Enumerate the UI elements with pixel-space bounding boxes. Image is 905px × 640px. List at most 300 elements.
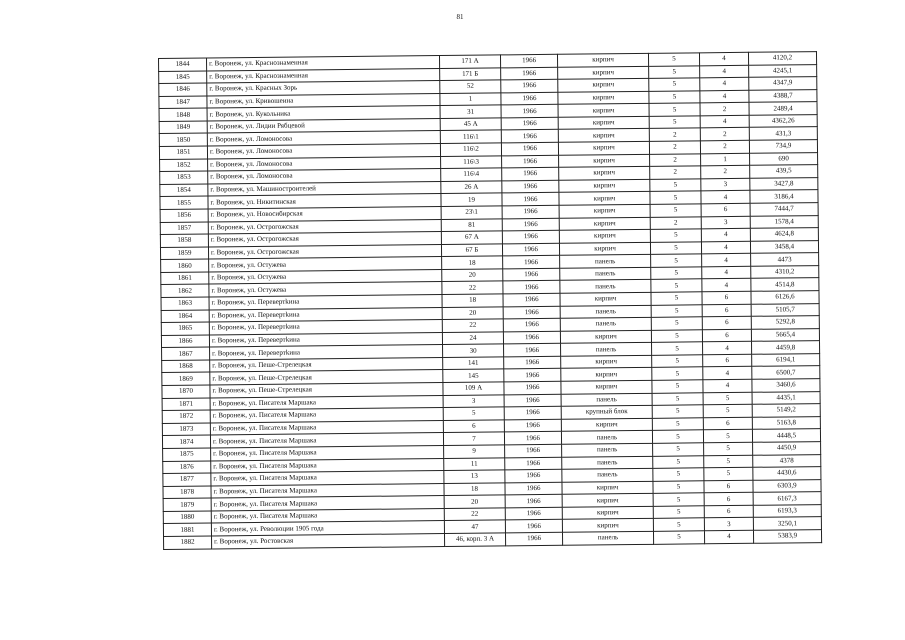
row-number-cell: 1849	[159, 121, 207, 134]
area-cell: 4473	[751, 253, 819, 266]
area-cell: 734,9	[749, 140, 817, 153]
floors-cell: 5	[653, 455, 704, 468]
address-cell: г. Воронеж, ул. Острогожская	[208, 232, 441, 247]
house-number-cell: 7	[443, 432, 504, 445]
entrances-cell: 4	[701, 228, 750, 241]
house-number-cell: 171 А	[439, 55, 500, 68]
year-cell: 1966	[500, 54, 557, 67]
material-cell: кирпич	[561, 418, 652, 432]
material-cell: кирпич	[559, 179, 650, 193]
address-cell: г. Воронеж, ул. Острогожская	[208, 244, 441, 259]
address-cell: г. Воронеж, ул. Писателя Маршака	[211, 458, 444, 473]
material-cell: кирпич	[559, 204, 650, 218]
area-cell: 5383,9	[753, 530, 821, 543]
entrances-cell: 1	[701, 153, 750, 166]
entrances-cell: 5	[704, 442, 753, 455]
entrances-cell: 4	[701, 191, 750, 204]
house-number-cell: 109 А	[443, 382, 504, 395]
page-number: 81	[456, 13, 464, 21]
year-cell: 1966	[503, 293, 560, 306]
year-cell: 1966	[504, 356, 561, 369]
area-cell: 6194,1	[752, 353, 820, 366]
row-number-cell: 1861	[161, 272, 209, 285]
house-number-cell: 20	[442, 269, 503, 282]
material-cell: кирпич	[562, 506, 653, 520]
year-cell: 1966	[504, 419, 561, 432]
house-number-cell: 145	[443, 369, 504, 382]
floors-cell: 5	[652, 355, 703, 368]
year-cell: 1966	[502, 168, 559, 181]
year-cell: 1966	[505, 444, 562, 457]
floors-cell: 5	[649, 103, 700, 116]
row-number-cell: 1865	[161, 322, 209, 335]
year-cell: 1966	[502, 243, 559, 256]
address-cell: г. Воронеж, ул. Красных Зорь	[207, 81, 440, 96]
floors-cell: 2	[650, 153, 701, 166]
house-number-cell: 20	[444, 495, 505, 508]
row-number-cell: 1882	[164, 536, 212, 549]
row-number-cell: 1854	[160, 184, 208, 197]
year-cell: 1966	[501, 130, 558, 143]
entrances-cell: 2	[700, 128, 749, 141]
house-number-cell: 19	[441, 193, 502, 206]
material-cell: кирпич	[560, 330, 651, 344]
material-cell: кирпич	[558, 104, 649, 118]
material-cell: кирпич	[561, 368, 652, 382]
floors-cell: 5	[650, 179, 701, 192]
area-cell: 4378	[753, 454, 821, 467]
row-number-cell: 1855	[160, 196, 208, 209]
area-cell: 5163,8	[752, 416, 820, 429]
area-cell: 4435,1	[752, 391, 820, 404]
table-body	[159, 52, 822, 549]
row-number-cell: 1867	[162, 347, 210, 360]
floors-cell: 5	[651, 292, 702, 305]
address-cell: г. Воронеж, ул. Пеше-Стрелецкая	[210, 370, 443, 385]
address-cell: г. Воронеж, ул. Лидии Рябцевой	[207, 118, 440, 133]
year-cell: 1966	[503, 306, 560, 319]
floors-cell: 5	[652, 418, 703, 431]
year-cell: 1966	[505, 532, 562, 545]
row-number-cell: 1844	[159, 58, 207, 71]
floors-cell: 2	[650, 216, 701, 229]
area-cell: 4120,2	[748, 52, 816, 65]
entrances-cell: 6	[702, 316, 751, 329]
floors-cell: 5	[651, 317, 702, 330]
floors-cell: 5	[651, 279, 702, 292]
material-cell: кирпич	[558, 129, 649, 143]
year-cell: 1966	[501, 142, 558, 155]
area-cell: 5105,7	[751, 303, 819, 316]
area-cell: 3250,1	[753, 517, 821, 530]
address-cell: г. Воронеж, ул. Перевертkина	[209, 307, 442, 322]
material-cell: панель	[561, 343, 652, 357]
year-cell: 1966	[501, 67, 558, 80]
area-cell: 5665,4	[751, 328, 819, 341]
entrances-cell: 6	[704, 493, 753, 506]
floors-cell: 5	[651, 304, 702, 317]
address-cell: г. Воронеж, ул. Революции 1905 года	[211, 521, 444, 536]
entrances-cell: 2	[700, 103, 749, 116]
house-number-cell: 171 Б	[440, 67, 501, 80]
entrances-cell: 3	[701, 178, 750, 191]
area-cell: 4362,26	[749, 114, 817, 127]
address-cell: г. Воронеж, ул. Перевертkина	[209, 295, 442, 310]
material-cell: кирпич	[559, 229, 650, 243]
address-cell: г. Воронеж, ул. Никитинская	[208, 194, 441, 209]
entrances-cell: 4	[702, 279, 751, 292]
floors-cell: 5	[652, 367, 703, 380]
year-cell: 1966	[501, 79, 558, 92]
material-cell: кирпич	[557, 53, 648, 67]
row-number-cell: 1862	[161, 284, 209, 297]
entrances-cell: 4	[702, 254, 751, 267]
address-cell: г. Воронеж, ул. Ростовская	[212, 533, 445, 548]
address-cell: г. Воронеж, ул. Кривошеина	[207, 93, 440, 108]
row-number-cell: 1863	[161, 297, 209, 310]
year-cell: 1966	[502, 180, 559, 193]
entrances-cell: 6	[702, 329, 751, 342]
material-cell: кирпич	[561, 355, 652, 369]
house-number-cell: 11	[444, 457, 505, 470]
address-cell: г. Воронеж, ул. Остужева	[209, 257, 442, 272]
address-cell: г. Воронеж, ул. Кукольника	[207, 106, 440, 121]
house-number-cell: 22	[444, 508, 505, 521]
house-number-cell: 30	[443, 344, 504, 357]
material-cell: кирпич	[562, 519, 653, 533]
entrances-cell: 5	[703, 430, 752, 443]
year-cell: 1966	[505, 520, 562, 533]
house-number-cell: 26 А	[441, 181, 502, 194]
address-cell: г. Воронеж, ул. Остужева	[209, 269, 442, 284]
house-number-cell: 47	[444, 520, 505, 533]
material-cell: кирпич	[560, 292, 651, 306]
entrances-cell: 6	[702, 304, 751, 317]
address-cell: г. Воронеж, ул. Краснознаменная	[207, 56, 440, 71]
house-number-cell: 22	[442, 281, 503, 294]
house-number-cell: 6	[443, 420, 504, 433]
material-cell: кирпич	[558, 66, 649, 80]
area-cell: 3186,4	[750, 190, 818, 203]
year-cell: 1966	[504, 369, 561, 382]
house-number-cell: 45 А	[440, 118, 501, 131]
material-cell: панель	[562, 531, 653, 545]
row-number-cell: 1879	[163, 498, 211, 511]
address-cell: г. Воронеж, ул. Остужева	[209, 282, 442, 297]
entrances-cell: 3	[701, 216, 750, 229]
area-cell: 1578,4	[750, 215, 818, 228]
address-cell: г. Воронеж, ул. Перевертkина	[209, 320, 442, 335]
house-number-cell: 24	[442, 332, 503, 345]
floors-cell: 5	[649, 116, 700, 129]
row-number-cell: 1880	[163, 511, 211, 524]
area-cell: 4450,9	[753, 442, 821, 455]
address-cell: г. Воронеж, ул. Писателя Маршака	[211, 496, 444, 511]
floors-cell: 5	[653, 518, 704, 531]
entrances-cell: 4	[703, 342, 752, 355]
floors-cell: 2	[650, 166, 701, 179]
area-cell: 439,5	[750, 165, 818, 178]
floors-cell: 5	[649, 91, 700, 104]
address-cell: г. Воронеж, ул. Пеше-Стрелецкая	[210, 383, 443, 398]
entrances-cell: 4	[704, 530, 753, 543]
house-number-cell: 67 Б	[441, 244, 502, 257]
area-cell: 6500,7	[752, 366, 820, 379]
row-number-cell: 1859	[160, 247, 208, 260]
floors-cell: 5	[653, 443, 704, 456]
entrances-cell: 4	[701, 241, 750, 254]
address-cell: г. Воронеж, ул. Ломоносова	[207, 144, 440, 159]
address-cell: г. Воронеж, ул. Пеше-Стрелецкая	[210, 357, 443, 372]
floors-cell: 5	[648, 53, 699, 66]
material-cell: кирпич	[559, 217, 650, 231]
row-number-cell: 1873	[162, 423, 210, 436]
floors-cell: 5	[653, 531, 704, 544]
material-cell: кирпич	[558, 79, 649, 93]
row-number-cell: 1857	[160, 221, 208, 234]
row-number-cell: 1852	[160, 159, 208, 172]
area-cell: 7444,7	[750, 203, 818, 216]
address-cell: г. Воронеж, ул. Ломоносова	[208, 169, 441, 184]
material-cell: кирпич	[559, 167, 650, 181]
house-number-cell: 81	[441, 218, 502, 231]
floors-cell: 5	[653, 480, 704, 493]
floors-cell: 5	[652, 392, 703, 405]
year-cell: 1966	[503, 256, 560, 269]
house-number-cell: 116\1	[440, 130, 501, 143]
material-cell: панель	[562, 468, 653, 482]
floors-cell: 5	[652, 405, 703, 418]
row-number-cell: 1858	[160, 234, 208, 247]
area-cell: 4310,2	[751, 265, 819, 278]
floors-cell: 5	[652, 380, 703, 393]
address-cell: г. Воронеж, ул. Ломоносова	[208, 156, 441, 171]
area-cell: 6193,3	[753, 504, 821, 517]
floors-cell: 2	[649, 128, 700, 141]
area-cell: 2489,4	[749, 102, 817, 115]
floors-cell: 5	[653, 493, 704, 506]
year-cell: 1966	[502, 230, 559, 243]
address-cell: г. Воронеж, ул. Писателя Маршака	[210, 408, 443, 423]
row-number-cell: 1874	[162, 435, 210, 448]
material-cell: панель	[560, 305, 651, 319]
entrances-cell: 5	[704, 467, 753, 480]
address-cell: г. Воронеж, ул. Писателя Маршака	[211, 483, 444, 498]
entrances-cell: 4	[699, 52, 748, 65]
year-cell: 1966	[502, 193, 559, 206]
floors-cell: 5	[650, 204, 701, 217]
material-cell: кирпич	[562, 481, 653, 495]
address-cell: г. Воронеж, ул. Острогожская	[208, 219, 441, 234]
house-number-cell: 67 А	[441, 231, 502, 244]
entrances-cell: 6	[701, 203, 750, 216]
row-number-cell: 1877	[163, 473, 211, 486]
row-number-cell: 1881	[163, 523, 211, 536]
house-number-cell: 23\1	[441, 206, 502, 219]
material-cell: панель	[562, 456, 653, 470]
address-cell: г. Воронеж, ул. Писателя Маршака	[210, 420, 443, 435]
area-cell: 4624,8	[750, 228, 818, 241]
material-cell: кирпич	[558, 91, 649, 105]
row-number-cell: 1878	[163, 486, 211, 499]
house-number-cell: 116\4	[441, 168, 502, 181]
material-cell: кирпич	[559, 154, 650, 168]
material-cell: панель	[561, 393, 652, 407]
area-cell: 5149,2	[752, 404, 820, 417]
house-number-cell: 18	[442, 256, 503, 269]
house-number-cell: 3	[443, 395, 504, 408]
floors-cell: 5	[653, 468, 704, 481]
floors-cell: 5	[651, 330, 702, 343]
area-cell: 3458,4	[750, 240, 818, 253]
floors-cell: 5	[650, 241, 701, 254]
year-cell: 1966	[501, 105, 558, 118]
year-cell: 1966	[505, 457, 562, 470]
house-number-cell: 18	[442, 294, 503, 307]
row-number-cell: 1876	[163, 460, 211, 473]
address-cell: г. Воронеж, ул. Перевертkина	[210, 345, 443, 360]
entrances-cell: 4	[700, 90, 749, 103]
row-number-cell: 1848	[159, 108, 207, 121]
address-cell: г. Воронеж, ул. Писателя Маршака	[210, 433, 443, 448]
material-cell: панель	[560, 317, 651, 331]
row-number-cell: 1866	[161, 335, 209, 348]
address-cell: г. Воронеж, ул. Писателя Маршака	[211, 508, 444, 523]
row-number-cell: 1846	[159, 83, 207, 96]
entrances-cell: 4	[700, 77, 749, 90]
floors-cell: 5	[649, 78, 700, 91]
house-number-cell: 116\3	[441, 156, 502, 169]
area-cell: 431,3	[749, 127, 817, 140]
entrances-cell: 4	[700, 65, 749, 78]
entrances-cell: 4	[703, 379, 752, 392]
house-number-cell: 13	[444, 470, 505, 483]
entrances-cell: 5	[703, 392, 752, 405]
entrances-cell: 4	[703, 367, 752, 380]
year-cell: 1966	[501, 117, 558, 130]
area-cell: 4347,9	[749, 77, 817, 90]
area-cell: 4245,1	[749, 64, 817, 77]
area-cell: 6126,6	[751, 291, 819, 304]
floors-cell: 5	[653, 506, 704, 519]
entrances-cell: 6	[702, 291, 751, 304]
area-cell: 6303,9	[753, 479, 821, 492]
row-number-cell: 1850	[159, 133, 207, 146]
row-number-cell: 1870	[162, 385, 210, 398]
address-cell: г. Воронеж, ул. Перевертkина	[209, 332, 442, 347]
material-cell: кирпич	[558, 141, 649, 155]
floors-cell: 5	[650, 191, 701, 204]
floors-cell: 5	[650, 229, 701, 242]
floors-cell: 5	[652, 342, 703, 355]
floors-cell: 5	[651, 267, 702, 280]
area-cell: 3427,8	[750, 177, 818, 190]
material-cell: панель	[562, 443, 653, 457]
area-cell: 690	[750, 152, 818, 165]
row-number-cell: 1853	[160, 171, 208, 184]
house-number-cell: 46, корп. 3 А	[444, 533, 505, 546]
house-number-cell: 9	[444, 445, 505, 458]
address-cell: г. Воронеж, ул. Писателя Маршака	[211, 445, 444, 460]
row-number-cell: 1851	[159, 146, 207, 159]
entrances-cell: 5	[703, 404, 752, 417]
entrances-cell: 6	[703, 354, 752, 367]
year-cell: 1966	[505, 507, 562, 520]
house-number-cell: 116\2	[440, 143, 501, 156]
house-number-cell: 18	[444, 483, 505, 496]
material-cell: кирпич	[558, 116, 649, 130]
floors-cell: 5	[652, 430, 703, 443]
year-cell: 1966	[505, 469, 562, 482]
material-cell: панель	[560, 280, 651, 294]
house-number-cell: 52	[440, 80, 501, 93]
year-cell: 1966	[503, 281, 560, 294]
row-number-cell: 1872	[162, 410, 210, 423]
house-number-cell: 1	[440, 93, 501, 106]
year-cell: 1966	[503, 318, 560, 331]
year-cell: 1966	[505, 495, 562, 508]
year-cell: 1966	[504, 394, 561, 407]
year-cell: 1966	[502, 218, 559, 231]
area-cell: 4514,8	[751, 278, 819, 291]
house-number-cell: 22	[442, 319, 503, 332]
address-cell: г. Воронеж, ул. Ломоносова	[207, 131, 440, 146]
house-number-cell: 20	[442, 306, 503, 319]
floors-cell: 5	[651, 254, 702, 267]
row-number-cell: 1869	[162, 372, 210, 385]
entrances-cell: 5	[704, 455, 753, 468]
year-cell: 1966	[503, 268, 560, 281]
row-number-cell: 1868	[162, 360, 210, 373]
material-cell: кирпич	[559, 242, 650, 256]
floors-cell: 2	[649, 141, 700, 154]
year-cell: 1966	[502, 205, 559, 218]
entrances-cell: 6	[703, 417, 752, 430]
area-cell: 3460,6	[752, 379, 820, 392]
year-cell: 1966	[503, 331, 560, 344]
material-cell: кирпич	[559, 192, 650, 206]
entrances-cell: 6	[704, 480, 753, 493]
floors-cell: 5	[649, 65, 700, 78]
year-cell: 1966	[502, 155, 559, 168]
year-cell: 1966	[501, 92, 558, 105]
area-cell: 4430,6	[753, 467, 821, 480]
material-cell: панель	[560, 267, 651, 281]
address-cell: г. Воронеж, ул. Писателя Маршака	[210, 395, 443, 410]
year-cell: 1966	[504, 432, 561, 445]
address-cell: г. Воронеж, ул. Краснознаменная	[207, 68, 440, 83]
entrances-cell: 2	[700, 140, 749, 153]
house-number-cell: 31	[440, 105, 501, 118]
row-number-cell: 1875	[163, 448, 211, 461]
material-cell: кирпич	[562, 494, 653, 508]
entrances-cell: 3	[704, 518, 753, 531]
material-cell: панель	[560, 255, 651, 269]
row-number-cell: 1864	[161, 310, 209, 323]
housing-table	[158, 51, 822, 549]
area-cell: 4448,5	[752, 429, 820, 442]
material-cell: крупный блок	[561, 406, 652, 420]
row-number-cell: 1871	[162, 398, 210, 411]
area-cell: 4459,8	[752, 341, 820, 354]
year-cell: 1966	[504, 381, 561, 394]
area-cell: 5292,8	[751, 316, 819, 329]
house-number-cell: 141	[443, 357, 504, 370]
area-cell: 6167,3	[753, 492, 821, 505]
year-cell: 1966	[504, 406, 561, 419]
entrances-cell: 2	[701, 166, 750, 179]
address-cell: г. Воронеж, ул. Писателя Маршака	[211, 471, 444, 486]
